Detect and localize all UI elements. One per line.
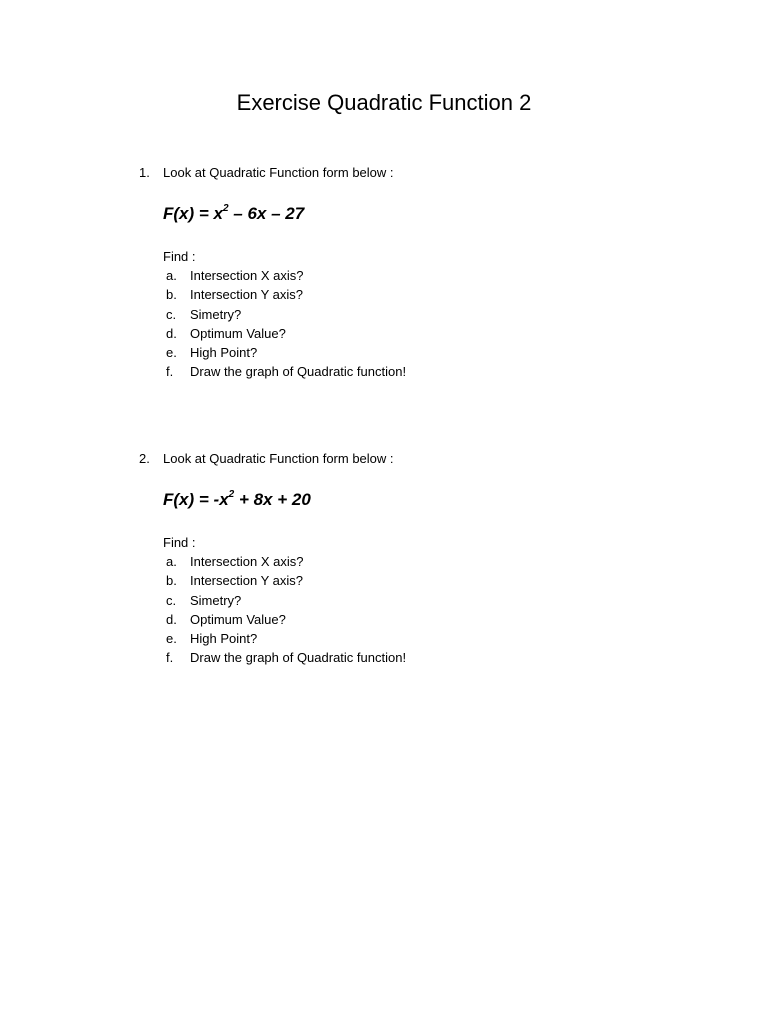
- question-number: 2.: [139, 451, 150, 466]
- question-number: 1.: [139, 165, 150, 180]
- sub-question-letter: b.: [166, 573, 177, 589]
- find-label: Find :: [163, 535, 196, 550]
- quadratic-formula: [163, 487, 311, 513]
- sub-question-letter: e.: [166, 345, 177, 361]
- sub-question-text: Draw the graph of Quadratic function!: [190, 650, 407, 666]
- page-title: Exercise Quadratic Function 2: [236, 90, 532, 115]
- sub-question-text: Intersection X axis?: [190, 554, 304, 569]
- sub-question-letter: a.: [166, 554, 177, 569]
- sub-question-item: [0, 591, 768, 610]
- sub-question-item: [0, 285, 768, 304]
- sub-question-text: Intersection Y axis?: [190, 287, 303, 303]
- formula-rest: – 6x – 27: [228, 204, 305, 223]
- sub-question-text: High Point?: [190, 345, 258, 361]
- sub-question-letter: e.: [166, 631, 177, 647]
- sub-question-item: [0, 552, 768, 571]
- sub-question-text: Optimum Value?: [190, 325, 286, 341]
- quadratic-formula: [163, 201, 304, 227]
- formula-base: F(x) = x: [163, 204, 223, 223]
- sub-question-letter: f.: [166, 364, 174, 380]
- sub-question-item: [0, 610, 768, 629]
- sub-question-text: Intersection Y axis?: [190, 573, 303, 589]
- sub-question-text: Intersection X axis?: [190, 268, 304, 283]
- sub-question-item: [0, 571, 768, 590]
- sub-question-list: [0, 552, 768, 668]
- sub-question-item: [0, 266, 768, 285]
- sub-question-item: [0, 343, 768, 362]
- sub-question-letter: c.: [166, 306, 177, 322]
- formula-rest: + 8x + 20: [234, 490, 311, 509]
- sub-question-list: [0, 266, 768, 382]
- formula-base: F(x) = -x: [163, 490, 229, 509]
- sub-question-letter: d.: [166, 611, 177, 627]
- formula-exponent: 2: [223, 203, 229, 215]
- sub-question-text: Simetry?: [190, 592, 242, 608]
- question-prompt: Look at Quadratic Function form below :: [163, 165, 394, 180]
- sub-question-text: Simetry?: [190, 306, 242, 322]
- sub-question-item: [0, 305, 768, 324]
- sub-question-text: High Point?: [190, 631, 258, 647]
- sub-question-letter: b.: [166, 287, 177, 303]
- sub-question-letter: c.: [166, 592, 177, 608]
- sub-question-text: Optimum Value?: [190, 611, 286, 627]
- question-prompt: Look at Quadratic Function form below :: [163, 451, 394, 466]
- find-label: Find :: [163, 249, 196, 264]
- sub-question-letter: a.: [166, 268, 177, 283]
- sub-question-item: [0, 324, 768, 343]
- formula-exponent: 2: [228, 489, 235, 501]
- sub-question-letter: d.: [166, 325, 177, 341]
- sub-question-item: [0, 629, 768, 648]
- sub-question-letter: f.: [166, 650, 174, 666]
- sub-question-item: [0, 648, 768, 667]
- sub-question-text: Draw the graph of Quadratic function!: [190, 364, 407, 380]
- sub-question-item: [0, 362, 768, 381]
